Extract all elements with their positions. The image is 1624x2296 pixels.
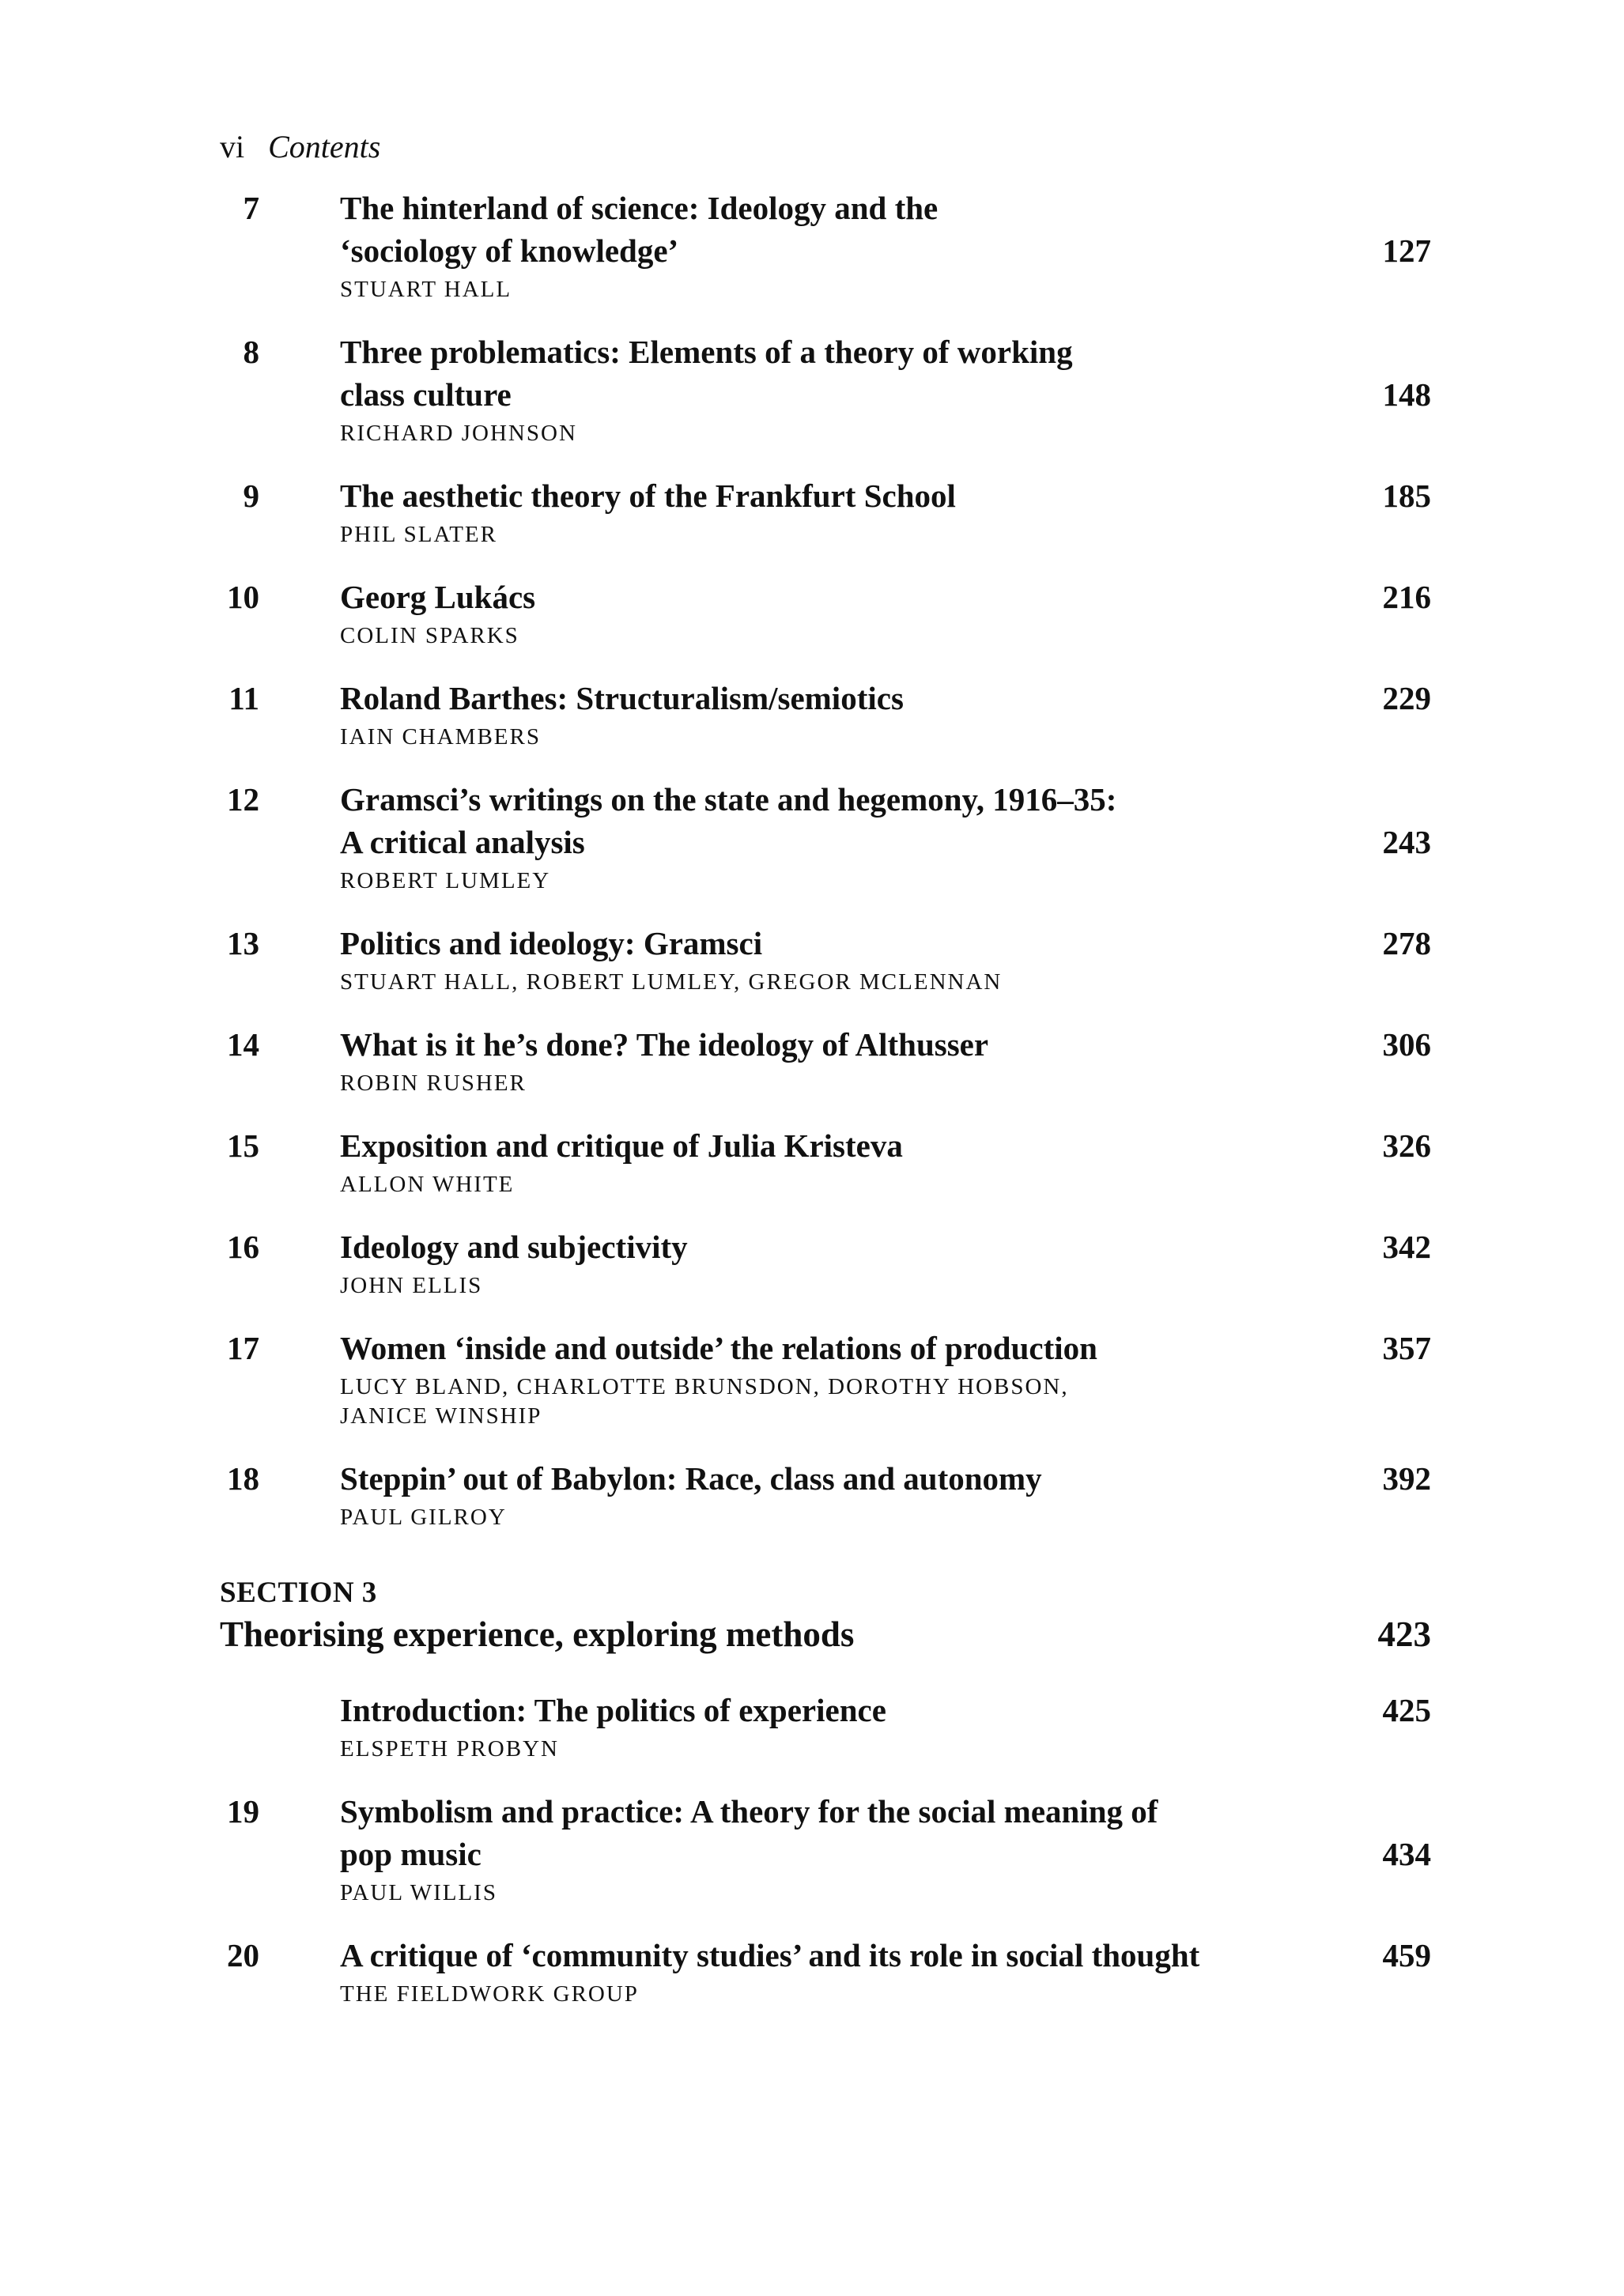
chapter-author: STUART HALL, ROBERT LUMLEY, GREGOR MCLENNAN	[340, 969, 1003, 995]
page-number: 127	[1382, 232, 1431, 269]
chapter-number: 15	[227, 1127, 259, 1164]
toc-entry-15[interactable]	[0, 1124, 1624, 1199]
chapter-number: 8	[243, 334, 259, 370]
chapter-author: PAUL GILROY	[340, 1505, 507, 1530]
page-number: 306	[1382, 1026, 1431, 1063]
chapter-author: PHIL SLATER	[340, 522, 497, 547]
page-number: 326	[1382, 1127, 1431, 1164]
chapter-number: 17	[227, 1330, 259, 1366]
page-number: 425	[1382, 1692, 1431, 1728]
toc-entry-20[interactable]	[0, 1934, 1624, 2009]
chapter-number: 16	[227, 1229, 259, 1265]
chapter-author: IAIN CHAMBERS	[340, 724, 541, 750]
chapter-number: 12	[227, 781, 259, 818]
chapter-title: Gramsci’s writings on the state and hegemony, 1916–35: A critical analysis	[340, 781, 1117, 860]
chapter-title: The aesthetic theory of the Frankfurt School	[340, 478, 956, 514]
chapter-title: Ideology and subjectivity	[340, 1229, 688, 1265]
chapter-author: RICHARD JOHNSON	[340, 421, 577, 446]
chapter-title: Politics and ideology: Gramsci	[340, 925, 763, 961]
section-label: SECTION 3	[220, 1577, 377, 1609]
chapter-number: 14	[227, 1026, 259, 1063]
page-number: 434	[1382, 1836, 1431, 1872]
page-number: 392	[1382, 1460, 1431, 1497]
toc-entry-13[interactable]	[0, 922, 1624, 997]
toc-entry-18[interactable]	[0, 1457, 1624, 1532]
chapter-number: 19	[227, 1793, 259, 1830]
chapter-title: What is it he’s done? The ideology of Althusser	[340, 1026, 989, 1063]
toc-entry-10[interactable]	[0, 576, 1624, 651]
running-head	[220, 128, 380, 166]
toc-entry-introduction[interactable]	[0, 1689, 1624, 1764]
page-number: 278	[1382, 925, 1431, 961]
toc-entry-12[interactable]	[0, 778, 1624, 896]
page-number: 342	[1382, 1229, 1431, 1265]
page-number: 229	[1382, 680, 1431, 716]
chapter-number: 9	[243, 478, 259, 514]
toc-entry-7[interactable]	[0, 187, 1624, 304]
chapter-title: Exposition and critique of Julia Kristeva	[340, 1127, 903, 1164]
page-number: 216	[1382, 579, 1431, 615]
toc-entry-9[interactable]	[0, 474, 1624, 549]
toc-entry-19[interactable]	[0, 1790, 1624, 1908]
chapter-title: Three problematics: Elements of a theory of working class culture	[340, 334, 1073, 413]
chapter-title: The hinterland of science: Ideology and the ‘sociology of knowledge’	[340, 190, 939, 269]
chapter-author: ROBIN RUSHER	[340, 1071, 527, 1096]
toc-entry-14[interactable]	[0, 1023, 1624, 1098]
chapter-title: Steppin’ out of Babylon: Race, class and autonomy	[340, 1460, 1042, 1497]
chapter-number: 10	[227, 579, 259, 615]
chapter-title: A critique of ‘community studies’ and its role in social thought	[340, 1937, 1200, 1973]
chapter-title: Georg Lukács	[340, 579, 536, 615]
chapter-title: Symbolism and practice: A theory for the social meaning of pop music	[340, 1793, 1158, 1872]
chapter-author: ALLON WHITE	[340, 1172, 515, 1197]
running-head-title: Contents	[268, 129, 381, 164]
page-number: 243	[1382, 824, 1431, 860]
chapter-author: PAUL WILLIS	[340, 1880, 497, 1905]
chapter-number: 7	[243, 190, 259, 226]
page-number: 148	[1382, 376, 1431, 413]
section-page-number: 423	[1377, 1614, 1431, 1654]
toc-entries	[0, 187, 1624, 2009]
section-3-heading[interactable]	[0, 1575, 1624, 1657]
toc-entry-11[interactable]	[0, 677, 1624, 752]
chapter-author: COLIN SPARKS	[340, 623, 519, 648]
chapter-author: THE FIELDWORK GROUP	[340, 1981, 639, 2007]
section-title: Theorising experience, exploring methods	[220, 1614, 855, 1654]
section-3-entries	[0, 1689, 1624, 2009]
page-number: 357	[1382, 1330, 1431, 1366]
toc-entry-16[interactable]	[0, 1225, 1624, 1301]
chapter-author: JOHN ELLIS	[340, 1273, 483, 1298]
toc-entry-8[interactable]	[0, 330, 1624, 448]
toc-entry-17[interactable]	[0, 1327, 1624, 1431]
chapter-title: Roland Barthes: Structuralism/semiotics	[340, 680, 904, 716]
chapter-title: Women ‘inside and outside’ the relations of production	[340, 1330, 1097, 1366]
chapter-number: 13	[227, 925, 259, 961]
chapter-title: Introduction: The politics of experience	[340, 1692, 886, 1728]
chapter-number: 20	[227, 1937, 259, 1973]
chapter-author: ROBERT LUMLEY	[340, 868, 551, 893]
page-number: 459	[1382, 1937, 1431, 1973]
page-folio: vi	[220, 129, 245, 164]
chapter-author: STUART HALL	[340, 277, 512, 302]
page-number: 185	[1382, 478, 1431, 514]
chapter-number: 11	[228, 680, 259, 716]
chapter-author: ELSPETH PROBYN	[340, 1736, 559, 1762]
chapter-number: 18	[227, 1460, 259, 1497]
chapter-author: LUCY BLAND, CHARLOTTE BRUNSDON, DOROTHY HOBSON, JANICE WINSHIP	[340, 1374, 1069, 1429]
